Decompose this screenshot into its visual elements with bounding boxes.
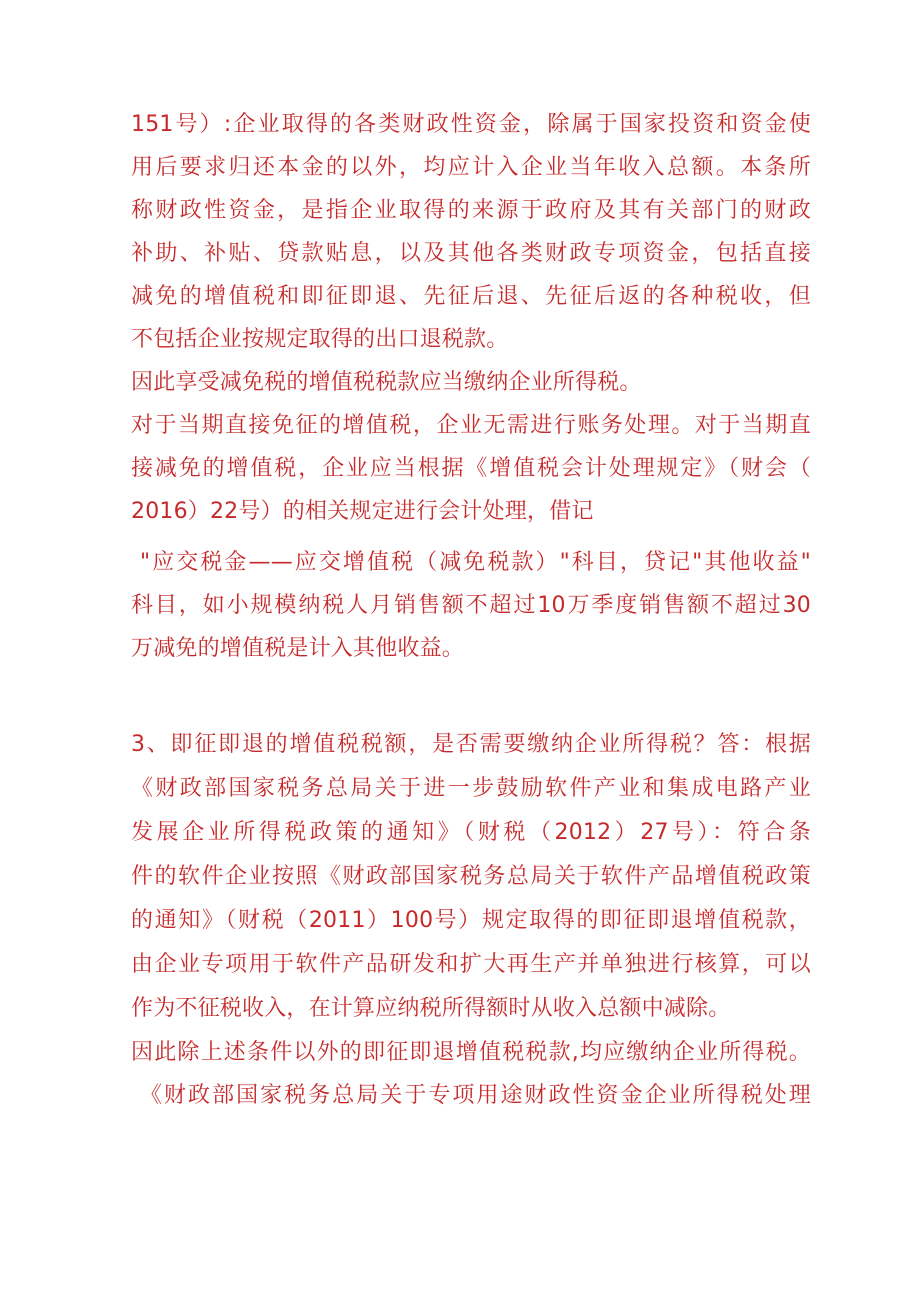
text-line: 151号）:企业取得的各类财政性资金，除属于国家投资和资金使 (131, 112, 811, 137)
text-line: 件的软件企业按照《财政部国家税务总局关于软件产品增值税政策 (131, 864, 811, 889)
text-line: 由企业专项用于软件产品研发和扩大再生产并单独进行核算，可以 (131, 952, 811, 977)
text-line: 补助、补贴、贷款贴息，以及其他各类财政专项资金，包括直接 (131, 241, 811, 266)
text-line: 不包括企业按规定取得的出口退税款。 (131, 327, 509, 352)
text-line: 《财政部国家税务总局关于进一步鼓励软件产业和集成电路产业 (131, 776, 811, 801)
text-line: 作为不征税收入，在计算应纳税所得额时从收入总额中减除。 (131, 996, 731, 1021)
text-line: 称财政性资金，是指企业取得的来源于政府及其有关部门的财政 (131, 198, 811, 223)
text-line: 3、即征即退的增值税税额，是否需要缴纳企业所得税？答：根据 (131, 732, 811, 757)
text-line: 《财政部国家税务总局关于专项用途财政性资金企业所得税处理 (140, 1083, 811, 1108)
text-line: 对于当期直接免征的增值税，企业无需进行账务处理。对于当期直 (131, 413, 811, 438)
text-line: 2016）22号）的相关规定进行会计处理，借记 (131, 499, 594, 524)
text-line: 科目，如小规模纳税人月销售额不超过10万季度销售额不超过30 (131, 593, 811, 618)
text-line: "应交税金——应交增值税（减免税款）"科目，贷记"其他收益" (140, 550, 811, 575)
text-line: 的通知》（财税（2011）100号）规定取得的即征即退增值税款， (131, 908, 811, 933)
text-line: 发展企业所得税政策的通知》（财税（2012）27号）：符合条 (131, 820, 811, 845)
text-line: 用后要求归还本金的以外，均应计入企业当年收入总额。本条所 (131, 155, 811, 180)
text-line: 万减免的增值税是计入其他收益。 (131, 636, 465, 661)
text-line: 减免的增值税和即征即退、先征后退、先征后返的各种税收，但 (131, 284, 811, 309)
text-line: 接减免的增值税，企业应当根据《增值税会计处理规定》（财会（ (131, 456, 811, 481)
text-line: 因此除上述条件以外的即征即退增值税税款,均应缴纳企业所得税。 (131, 1040, 811, 1065)
text-line: 因此享受减免税的增值税税款应当缴纳企业所得税。 (131, 370, 642, 395)
